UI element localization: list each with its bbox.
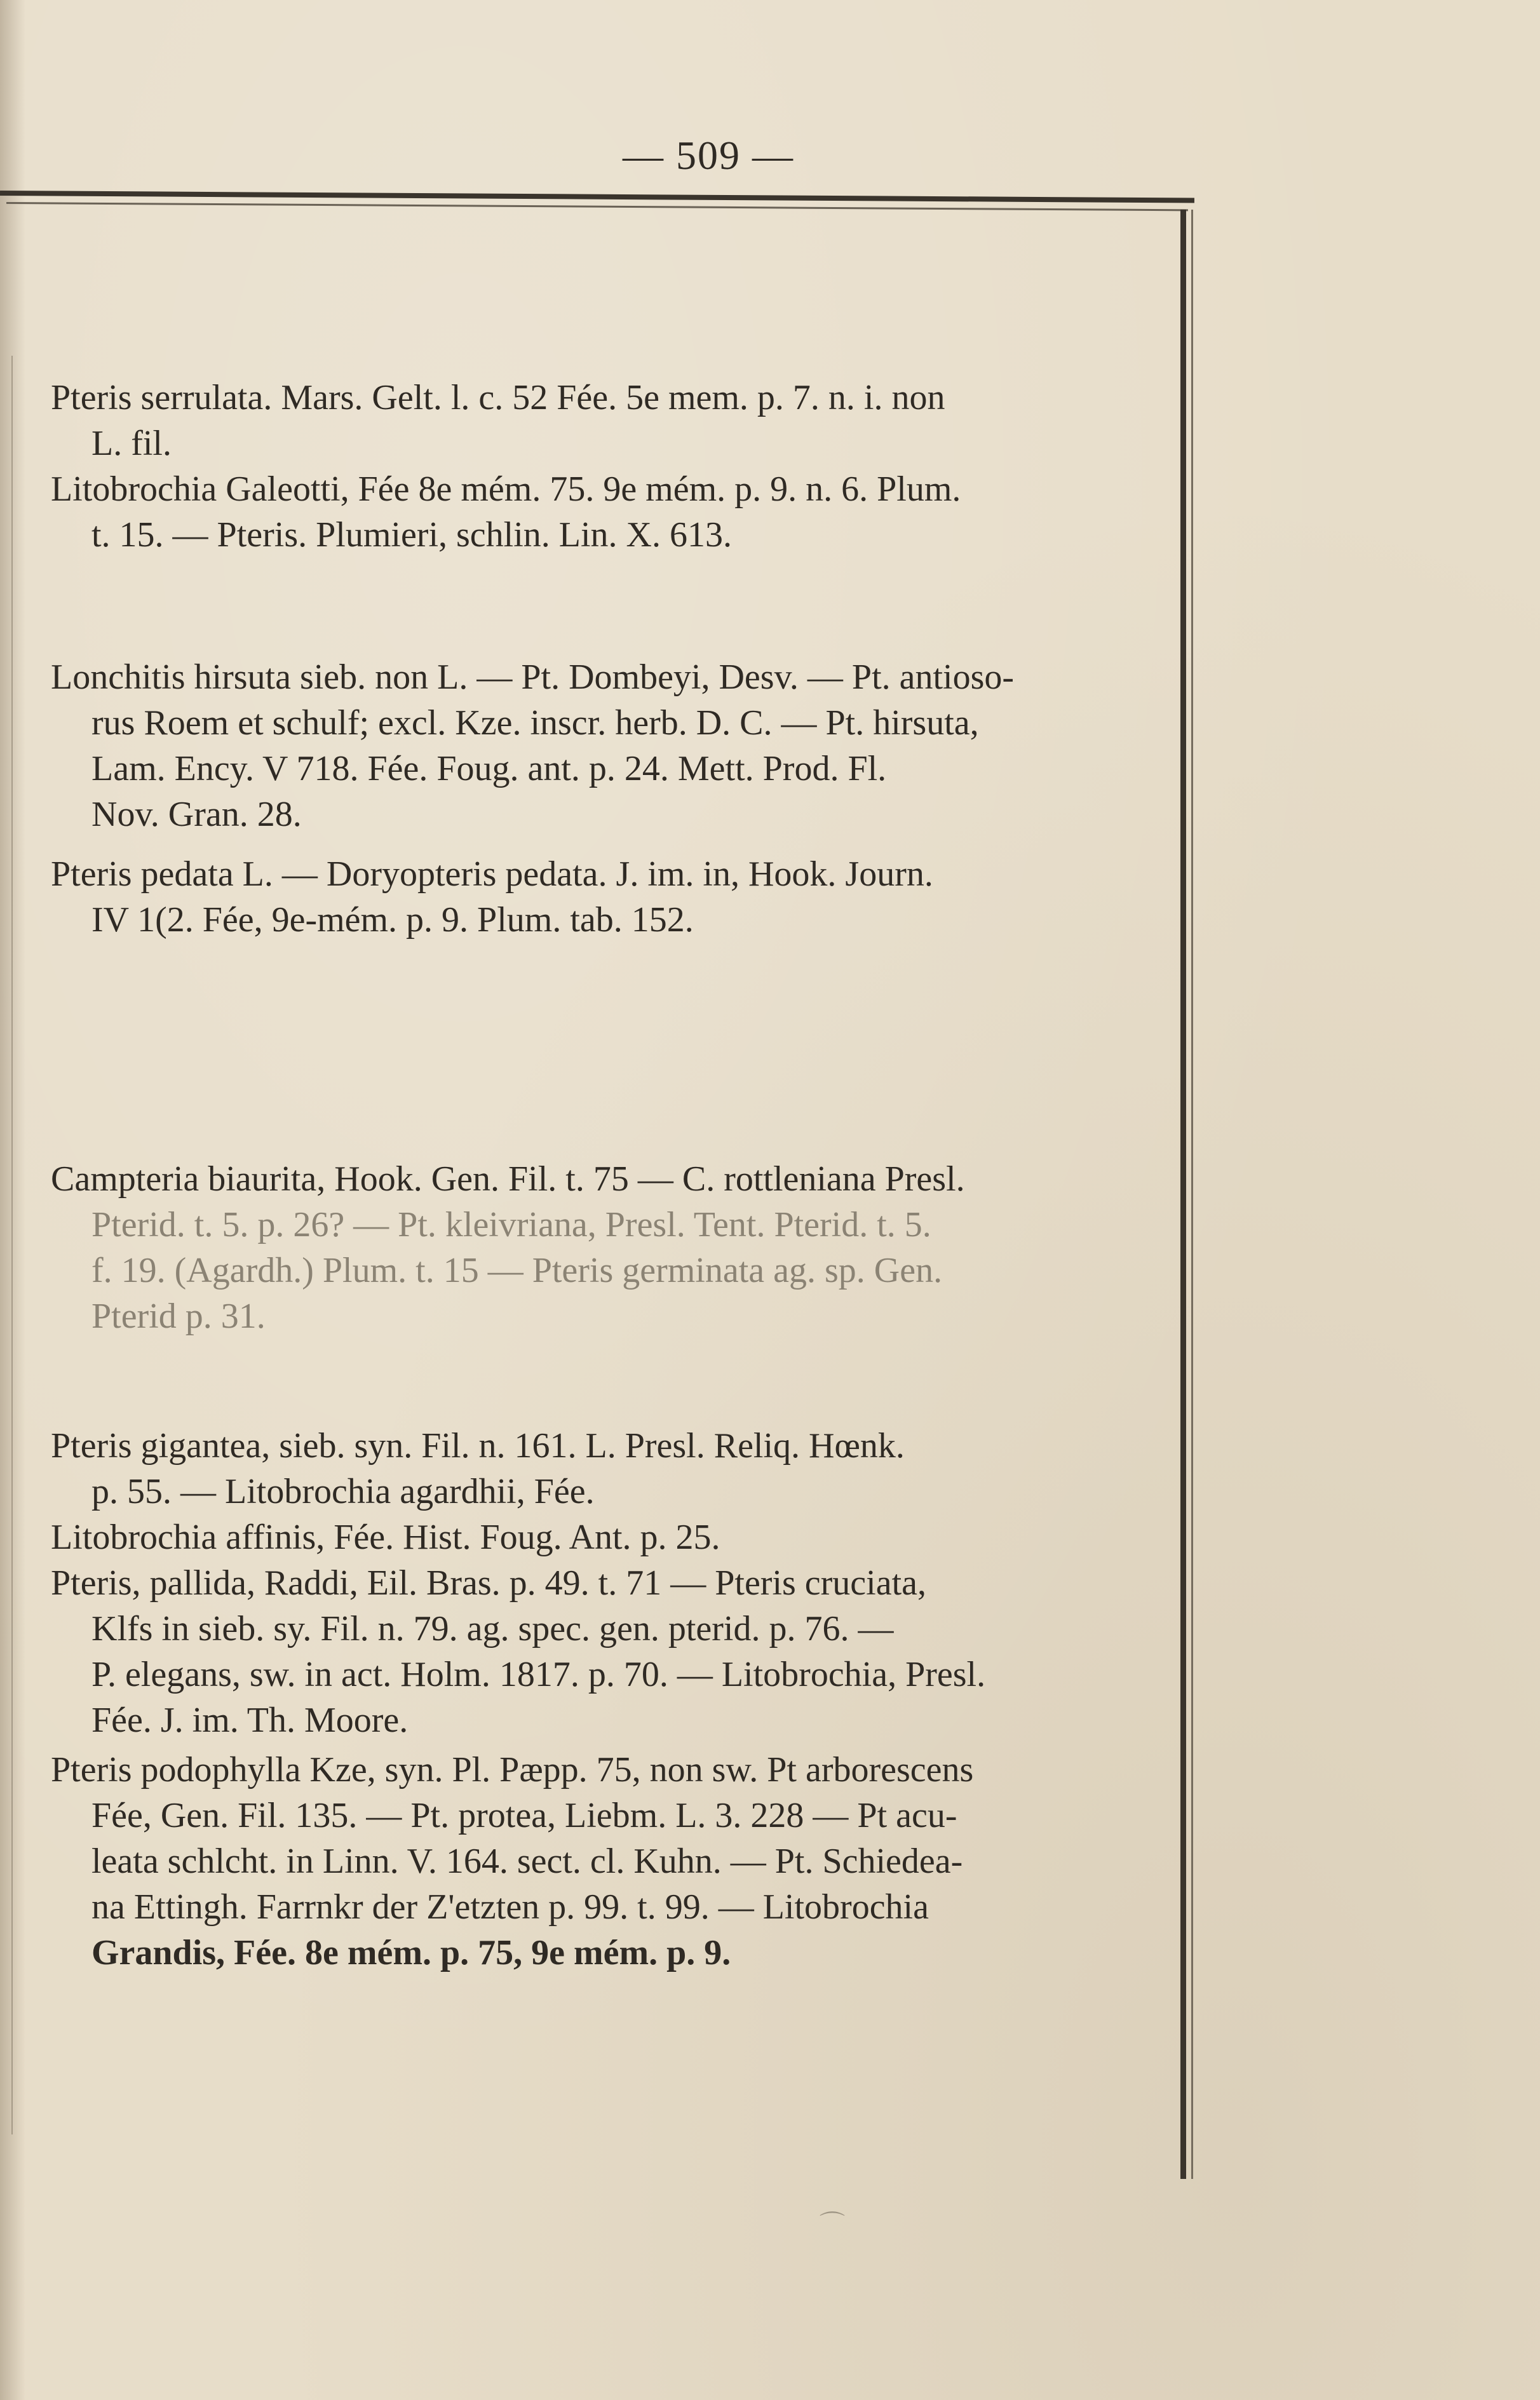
entry-line: IV 1(2. Fée, 9e-mém. p. 9. Plum. tab. 152.	[91, 900, 694, 940]
header-rule	[0, 191, 1194, 203]
entry-line: Pterid. t. 5. p. 26? — Pt. kleivriana, Presl. Tent. Pterid. t. 5.	[91, 1205, 931, 1244]
entry-line: Litobrochia affinis, Fée. Hist. Foug. Ant. p. 25.	[51, 1518, 720, 1557]
entry-pteris-podophylla	[51, 1747, 1156, 1976]
entry-line: Pteris gigantea, sieb. syn. Fil. n. 161. L. Presl. Reliq. Hœnk.	[51, 1426, 905, 1466]
entry-line: Pteris podophylla Kze, syn. Pl. Pæpp. 75, non sw. Pt arborescens	[51, 1750, 974, 1790]
entry-lonchitis-hirsuta	[51, 654, 1156, 837]
entry-line: Klfs in sieb. sy. Fil. n. 79. ag. spec. gen. pterid. p. 76. —	[91, 1609, 894, 1648]
entry-line: Pteris pedata L. — Doryopteris pedata. J. im. in, Hook. Journ.	[51, 854, 933, 894]
entry-line: Nov. Gran. 28.	[91, 795, 302, 834]
entry-pteris-pedata	[51, 851, 1156, 943]
entry-line: rus Roem et schulf; excl. Kze. inscr. herb. D. C. — Pt. hirsuta,	[91, 703, 979, 743]
left-margin-rule	[11, 356, 13, 2134]
entry-line: Pteris, pallida, Raddi, Eil. Bras. p. 49. t. 71 — Pteris cruciata,	[51, 1563, 926, 1603]
entry-line: Fée. J. im. Th. Moore.	[91, 1701, 409, 1740]
entry-line: f. 19. (Agardh.) Plum. t. 15 — Pteris germinata ag. sp. Gen.	[91, 1251, 943, 1290]
entry-line: Fée, Gen. Fil. 135. — Pt. protea, Liebm. L. 3. 228 — Pt acu-	[91, 1796, 957, 1835]
entry-line: Litobrochia Galeotti, Fée 8e mém. 75. 9e mém. p. 9. n. 6. Plum.	[51, 469, 961, 509]
entry-pteris-serrulata	[51, 375, 1156, 558]
entry-line: P. elegans, sw. in act. Holm. 1817. p. 70. — Litobrochia, Presl.	[91, 1655, 986, 1694]
entry-line: p. 55. — Litobrochia agardhii, Fée.	[91, 1472, 595, 1511]
entry-line: Campteria biaurita, Hook. Gen. Fil. t. 75 — C. rottleniana Presl.	[51, 1159, 965, 1199]
page-number: — 509 —	[623, 133, 794, 178]
entry-line: na Ettingh. Farrnkr der Z'etzten p. 99. t. 99. — Litobrochia	[91, 1887, 929, 1927]
entry-line: t. 15. — Pteris. Plumieri, schlin. Lin. X. 613.	[91, 515, 732, 555]
entry-line: Lam. Ency. V 718. Fée. Foug. ant. p. 24. Mett. Prod. Fl.	[91, 749, 887, 788]
entry-line: Pteris serrulata. Mars. Gelt. l. c. 52 Fée. 5e mem. p. 7. n. i. non	[51, 378, 945, 417]
right-border-rule	[1180, 210, 1186, 2179]
entry-campteria-biaurita	[51, 1156, 1156, 1339]
header-rule-thin	[6, 202, 1188, 211]
entry-line: Pterid p. 31.	[91, 1297, 266, 1336]
page-edge-shadow	[0, 0, 25, 2400]
right-border-rule-thin	[1191, 210, 1193, 2179]
entry-pteris-gigantea	[51, 1423, 1156, 1743]
entry-line: leata schlcht. in Linn. V. 164. sect. cl. Kuhn. — Pt. Schiedea-	[91, 1842, 963, 1881]
stray-mark: ⌒	[820, 2210, 845, 2239]
entry-line: Lonchitis hirsuta sieb. non L. — Pt. Dombeyi, Desv. — Pt. antioso-	[51, 657, 1015, 697]
entry-line: Grandis, Fée. 8e mém. p. 75, 9e mém. p. 9.	[91, 1933, 731, 1972]
entry-line: L. fil.	[91, 424, 172, 463]
